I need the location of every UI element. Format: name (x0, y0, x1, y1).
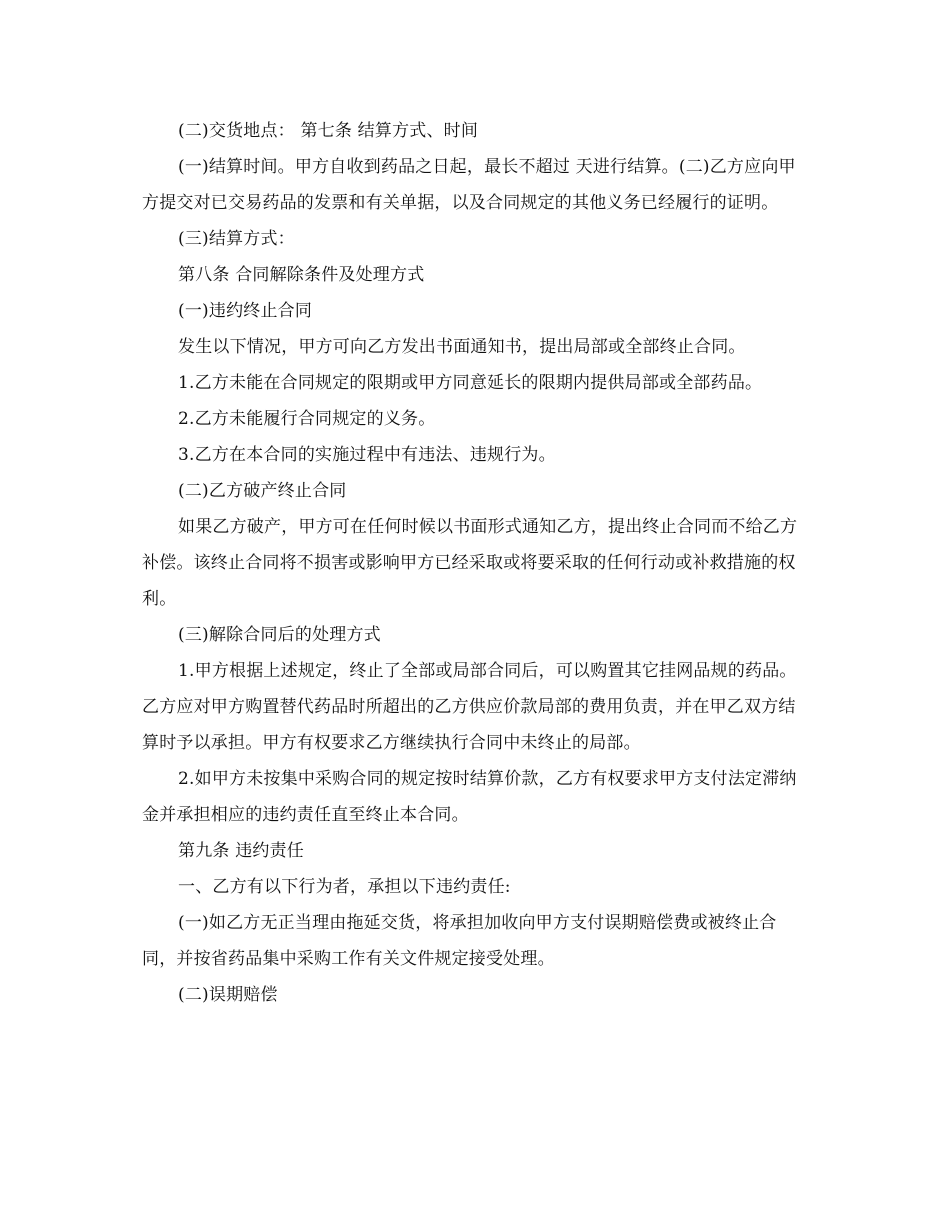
heading-article-eight: 第八条 合同解除条件及处理方式 (178, 265, 425, 285)
list-item-condition-1: 1.乙方未能在合同规定的限期或甲方同意延长的限期内提供局部或全部药品。 (178, 373, 763, 393)
paragraph-settlement-method: (三)结算方式： (178, 229, 295, 249)
paragraph-settlement-time: (一)结算时间。甲方自收到药品之日起，最长不超过 天进行结算。(二)乙方应向甲方提交对已交易药品的发票和有关单据，以及合同规定的其他义务已经履行的证明。 (142, 157, 796, 213)
paragraph-post-termination: (三)解除合同后的处理方式 (178, 625, 381, 645)
paragraph-bankruptcy-termination: (二)乙方破产终止合同 (178, 481, 347, 501)
document-body (142, 113, 808, 1013)
list-item-post-termination-2: 2.如甲方未按集中采购合同的规定按时结算价款，乙方有权要求甲方支付法定滞纳金并承担相应的违约责任直至终止本合同。 (142, 769, 797, 825)
paragraph-delivery-location: (二)交货地点： 第七条 结算方式、时间 (178, 121, 479, 141)
paragraph-delay-compensation: (二)误期赔偿 (178, 985, 278, 1005)
list-item-post-termination-1: 1.甲方根据上述规定，终止了全部或局部合同后，可以购置其它挂网品规的药品。乙方应对甲方购置替代药品时所超出的乙方供应价款局部的费用负责，并在甲乙双方结算时予以承担。甲方有权要求乙方继续执行合同中未终止的局部。 (142, 661, 797, 753)
list-item-condition-2: 2.乙方未能履行合同规定的义务。 (178, 409, 436, 429)
paragraph-bankruptcy-detail: 如果乙方破产，甲方可在任何时候以书面形式通知乙方，提出终止合同而不给乙方补偿。该终止合同将不损害或影响甲方已经采取或将要采取的任何行动或补救措施的权利。 (142, 517, 798, 609)
paragraph-breach-liability: 一、乙方有以下行为者，承担以下违约责任: (178, 877, 511, 897)
paragraph-breach-termination: (一)违约终止合同 (178, 301, 313, 321)
heading-article-nine: 第九条 违约责任 (178, 841, 305, 861)
paragraph-termination-notice: 发生以下情况，甲方可向乙方发出书面通知书，提出局部或全部终止合同。 (178, 337, 746, 357)
list-item-condition-3: 3.乙方在本合同的实施过程中有违法、违规行为。 (178, 445, 556, 465)
paragraph-delay-delivery: (一)如乙方无正当理由拖延交货，将承担加收向甲方支付误期赔偿费或被终止合同，并按省药品集中采购工作有关文件规定接受处理。 (142, 913, 777, 969)
